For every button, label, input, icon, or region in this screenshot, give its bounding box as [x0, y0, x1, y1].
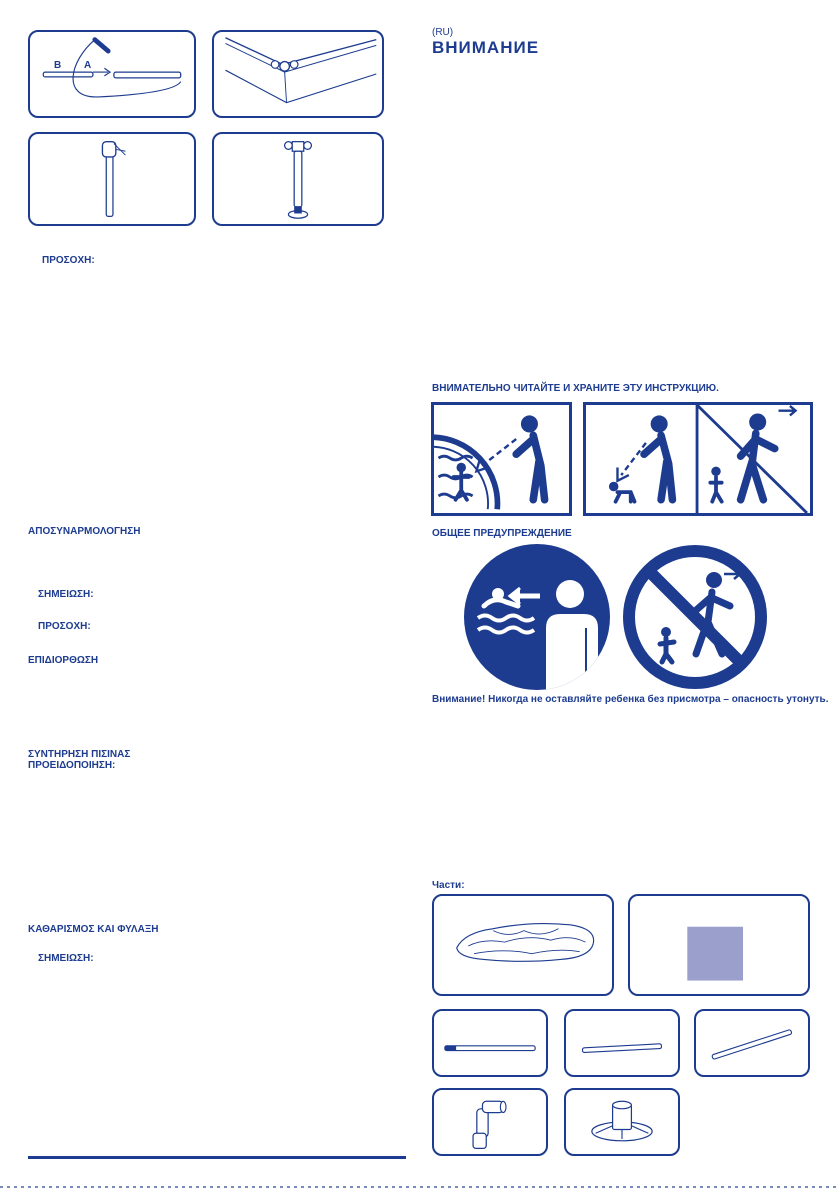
ground-cloth-part-icon	[630, 896, 808, 994]
greek-warning: ΠΡΟΕΙΔΟΠΟΙΗΣΗ:	[28, 760, 116, 771]
parts-heading: Части:	[432, 880, 465, 891]
supervise-swimmer-sign	[464, 544, 610, 690]
supervise-crawling-child-panel	[583, 402, 813, 516]
attention-heading: ВНИМАНИЕ	[432, 38, 540, 57]
leg-with-joint-illustration	[30, 134, 194, 224]
no-leaving-child-sign	[622, 544, 768, 690]
leg-with-footcap-illustration	[214, 134, 382, 224]
supervise-swimmer-icon	[464, 544, 610, 690]
vertical-leg-icon	[696, 1011, 808, 1075]
t-joint-icon	[434, 1090, 546, 1154]
greek-cleaning-heading: ΚΑΘΑΡΙΣΜΟΣ ΚΑΙ ΦΥΛΑΞΗ	[28, 924, 159, 935]
do-not-leave-child-icon	[697, 405, 807, 513]
greek-note-2: ΣΗΜΕΙΩΣΗ:	[38, 953, 94, 964]
leg-joint-panel	[28, 132, 196, 226]
greek-caution-2: ΠΡΟΣΟΧΗ:	[38, 621, 91, 632]
label-a: A	[84, 60, 92, 71]
greek-maintenance-heading: ΣΥΝΤΗΡΗΣΗ ΠΙΣΙΝΑΣ	[28, 749, 131, 760]
no-leaving-child-prohibition-icon	[622, 544, 768, 690]
pipe-connect-panel	[28, 30, 196, 118]
leg-cap-icon	[566, 1090, 678, 1154]
pool-liner-part-icon	[434, 896, 612, 994]
bottom-divider	[28, 1156, 406, 1159]
t-joint-part	[432, 1088, 548, 1156]
leg-footcap-panel	[212, 132, 384, 226]
supervise-child-in-pool-panel	[431, 402, 572, 516]
horizontal-beam-a-part	[432, 1009, 548, 1077]
pool-frame-corner-panel	[212, 30, 384, 118]
vertical-leg-part	[694, 1009, 810, 1077]
horizontal-beam-b-part	[564, 1009, 680, 1077]
supervise-child-in-pool-icon	[434, 405, 569, 513]
greek-disassembly-heading: ΑΠΟΣΥΝΑΡΜΟΛΟΓΗΣΗ	[28, 526, 141, 537]
never-leave-child-warning: Внимание! Никогда не оставляйте ребенка без присмотра – опасность утонуть.	[432, 694, 829, 705]
ground-cloth-part	[628, 894, 810, 996]
pool-frame-corner-illustration	[214, 32, 382, 116]
supervise-crawling-child-icon	[609, 415, 672, 501]
general-warning-heading: ОБЩЕЕ ПРЕДУПРЕЖДЕНИЕ	[432, 528, 572, 539]
greek-repair-heading: ΕΠΙΔΙΟΡΘΩΣΗ	[28, 655, 99, 666]
footer-perforation	[0, 1186, 840, 1188]
horizontal-beam-b-icon	[566, 1011, 678, 1075]
pipe-connect-illustration	[30, 32, 194, 116]
leg-cap-part	[564, 1088, 680, 1156]
horizontal-beam-a-icon	[434, 1011, 546, 1075]
read-keep-instructions: ВНИМАТЕЛЬНО ЧИТАЙТЕ И ХРАНИТЕ ЭТУ ИНСТРУКЦИЮ.	[432, 383, 719, 394]
greek-caution-1: ΠΡΟΣΟΧΗ:	[42, 255, 95, 266]
greek-note-1: ΣΗΜΕΙΩΣΗ:	[38, 589, 94, 600]
label-b: B	[54, 60, 62, 71]
pool-liner-part	[432, 894, 614, 996]
language-code: (RU)	[432, 27, 454, 38]
